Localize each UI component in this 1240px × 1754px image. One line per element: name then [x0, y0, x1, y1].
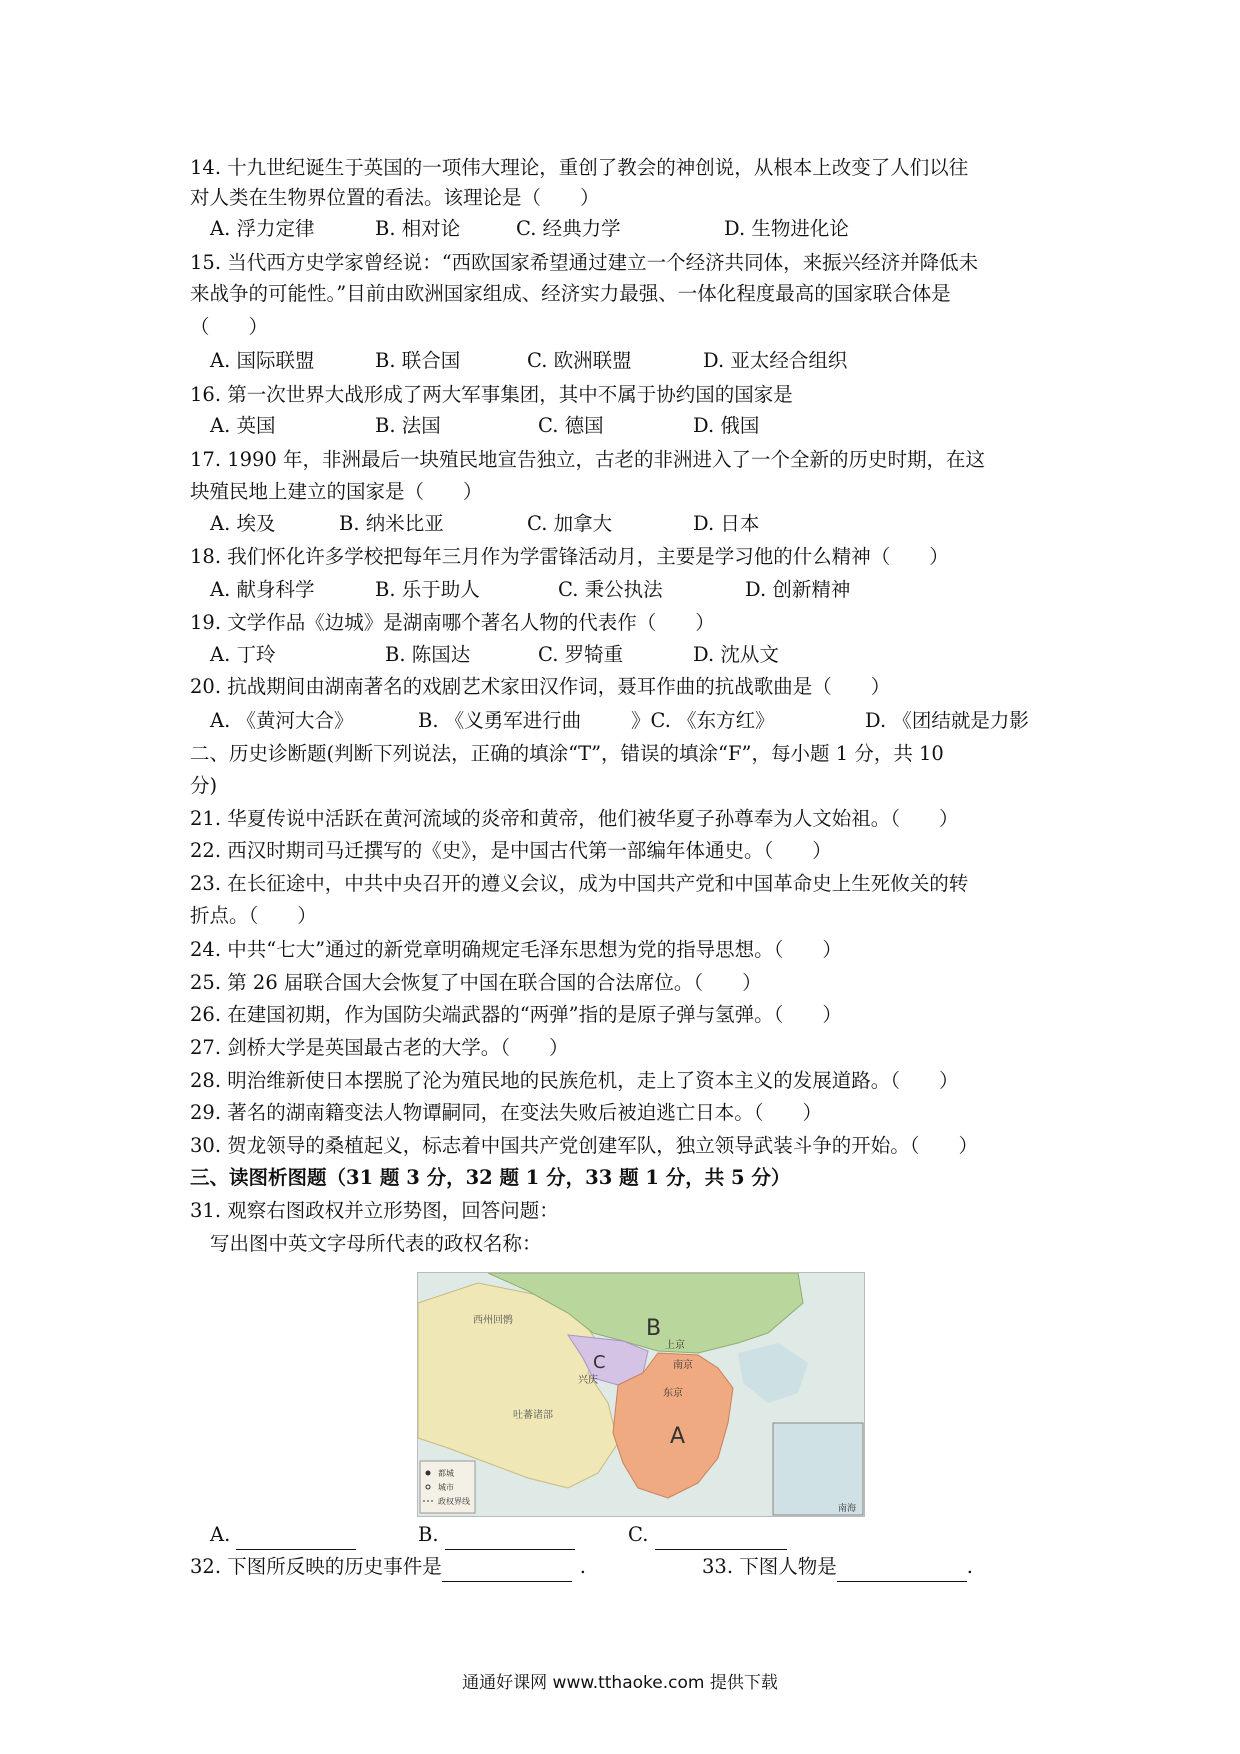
- q31-answer-a: [210, 1520, 356, 1550]
- q25: 25. 第 26 届联合国大会恢复了中国在联合国的合法席位。（ ）: [190, 971, 762, 994]
- q20-option-d: D. 《团结就是力影: [865, 709, 1029, 732]
- map-city-xingqing: 兴庆: [578, 1375, 598, 1386]
- q21: 21. 华夏传说中活跃在黄河流域的炎帝和黄帝，他们被华夏子孙尊奉为人文始祖。（ ）: [190, 807, 959, 830]
- q29: 29. 著名的湖南籍变法人物谭嗣同，在变法失败后被迫逃亡日本。（ ）: [190, 1101, 822, 1124]
- q17-line2: 块殖民地上建立的国家是（ ）: [190, 480, 483, 503]
- historical-map: [417, 1272, 865, 1517]
- map-label-nanhai: 南海: [838, 1504, 857, 1514]
- map-label-c: C: [593, 1352, 606, 1373]
- q33-end: .: [966, 1555, 973, 1578]
- q33-blank[interactable]: [837, 1559, 967, 1582]
- legend-text-1: 都城: [438, 1469, 454, 1478]
- q20-option-b: B. 《义勇军进行曲: [418, 709, 582, 732]
- q33-text: 33. 下图人物是: [702, 1555, 837, 1578]
- q14-line2: 对人类在生物界位置的看法。该理论是（ ）: [190, 186, 600, 209]
- q14-line1: 14. 十九世纪诞生于英国的一项伟大理论，重创了教会的神创说，从根本上改变了人们以往: [190, 156, 969, 179]
- q26: 26. 在建国初期，作为国防尖端武器的“两弹”指的是原子弹与氢弹。（ ）: [190, 1003, 842, 1026]
- q24: 24. 中共“七大”通过的新党章明确规定毛泽东思想为党的指导思想。（ ）: [190, 938, 842, 961]
- q19-option-b: B. 陈国达: [385, 643, 471, 666]
- section2-title-cont: 分): [190, 774, 218, 797]
- q18-option-a: A. 献身科学: [210, 578, 315, 601]
- q19-option-a: A. 丁玲: [210, 643, 276, 666]
- q18-option-c: C. 秉公执法: [558, 578, 663, 601]
- q20-line1: 20. 抗战期间由湖南著名的戏剧艺术家田汉作词，聂耳作曲的抗战歌曲是（ ）: [190, 675, 891, 698]
- q31-label-c: C.: [628, 1523, 649, 1546]
- q17-line1: 17. 1990 年，非洲最后一块殖民地宣告独立，古老的非洲进入了一个全新的历史时期，在这: [190, 448, 986, 471]
- legend-text-2: 城市: [438, 1483, 454, 1492]
- q14-option-d: D. 生物进化论: [724, 217, 849, 240]
- q17-option-d: D. 日本: [693, 512, 760, 535]
- q15-option-a: A. 国际联盟: [210, 349, 315, 372]
- q18-option-d: D. 创新精神: [745, 578, 851, 601]
- q16-option-b: B. 法国: [375, 414, 441, 437]
- q32-end: .: [579, 1555, 586, 1578]
- q15-line2: 来战争的可能性。”目前由欧洲国家组成、经济实力最强、一体化程度最高的国家联合体是: [190, 282, 951, 305]
- map-label-a: A: [670, 1424, 686, 1449]
- q31-line2: 写出图中英文字母所代表的政权名称：: [210, 1232, 542, 1255]
- q31-label-a: A.: [210, 1523, 231, 1546]
- q20-option-c: 》C. 《东方红》: [631, 709, 775, 732]
- map-region-xizhou: 西州回鹘: [473, 1315, 513, 1326]
- q15-option-d: D. 亚太经合组织: [703, 349, 848, 372]
- map-region-tubo: 吐蕃诸部: [513, 1410, 553, 1421]
- map-inset-south-sea: [773, 1423, 863, 1515]
- q31-label-b: B.: [418, 1523, 439, 1546]
- q15-option-c: C. 欧洲联盟: [527, 349, 632, 372]
- q16-option-a: A. 英国: [210, 414, 276, 437]
- q20-option-a: A. 《黄河大合》: [210, 709, 354, 732]
- q15-line3: （ ）: [190, 315, 269, 338]
- legend-text-3: 政权界线: [438, 1497, 470, 1506]
- q31-blank-b[interactable]: [445, 1527, 575, 1550]
- q14-option-c: C. 经典力学: [516, 217, 621, 240]
- q23-line2: 折点。（ ）: [190, 904, 317, 927]
- q28: 28. 明治维新使日本摆脱了沦为殖民地的民族危机，走上了资本主义的发展道路。（ ）: [190, 1069, 959, 1092]
- section2-title: 二、历史诊断题(判断下列说法，正确的填涂“T”，错误的填涂“F”，每小题 1 分，共 10: [190, 742, 944, 765]
- q30: 30. 贺龙领导的桑植起义，标志着中国共产党创建军队，独立领导武装斗争的开始。（ ）: [190, 1134, 978, 1157]
- q23-line1: 23. 在长征途中，中共中央召开的遵义会议，成为中国共产党和中国革命史上生死攸关的转: [190, 872, 969, 895]
- map-graphic: [418, 1273, 864, 1516]
- q18-line1: 18. 我们怀化许多学校把每年三月作为学雷锋活动月，主要是学习他的什么精神（ ）: [190, 545, 949, 568]
- q15-option-b: B. 联合国: [375, 349, 461, 372]
- section3-title: 三、读图析图题（31 题 3 分，32 题 1 分，33 题 1 分，共 5 分）: [190, 1166, 791, 1189]
- q32-blank[interactable]: [442, 1559, 572, 1582]
- q31-blank-c[interactable]: [655, 1527, 787, 1550]
- q22: 22. 西汉时期司马迁撰写的《史》，是中国古代第一部编年体通史。（ ）: [190, 839, 832, 862]
- q27: 27. 剑桥大学是英国最古老的大学。（ ）: [190, 1036, 569, 1059]
- q16-option-c: C. 德国: [538, 414, 604, 437]
- q32: [190, 1552, 586, 1582]
- q32-text: 32. 下图所反映的历史事件是: [190, 1555, 442, 1578]
- q31-blank-a[interactable]: [236, 1527, 356, 1550]
- map-city-shangjing: 上京: [665, 1340, 685, 1351]
- q17-option-a: A. 埃及: [210, 512, 276, 535]
- map-label-b: B: [646, 1316, 662, 1341]
- map-city-dongjing: 东京: [663, 1388, 683, 1399]
- page-footer: 通通好课网 www.tthaoke.com 提供下载: [462, 1673, 778, 1693]
- q17-option-b: B. 纳米比亚: [339, 512, 444, 535]
- map-city-nanjing: 南京: [673, 1360, 693, 1371]
- q15-line1: 15. 当代西方史学家曾经说：“西欧国家希望通过建立一个经济共同体，来振兴经济并降低未: [190, 251, 979, 274]
- q31-line1: 31. 观察右图政权并立形势图，回答问题：: [190, 1199, 559, 1222]
- q19-line1: 19. 文学作品《边城》是湖南哪个著名人物的代表作（ ）: [190, 611, 715, 634]
- q16-option-d: D. 俄国: [693, 414, 760, 437]
- legend-capital-symbol: [426, 1471, 431, 1476]
- q19-option-c: C. 罗犄重: [538, 643, 624, 666]
- q31-answer-c: [628, 1520, 787, 1550]
- q16-line1: 16. 第一次世界大战形成了两大军事集团，其中不属于协约国的国家是: [190, 383, 793, 406]
- q19-option-d: D. 沈从文: [693, 643, 779, 666]
- q14-option-a: A. 浮力定律: [210, 217, 315, 240]
- q17-option-c: C. 加拿大: [527, 512, 613, 535]
- q14-option-b: B. 相对论: [375, 217, 461, 240]
- q31-answer-b: [418, 1520, 575, 1550]
- q33: [702, 1552, 973, 1582]
- q18-option-b: B. 乐于助人: [375, 578, 480, 601]
